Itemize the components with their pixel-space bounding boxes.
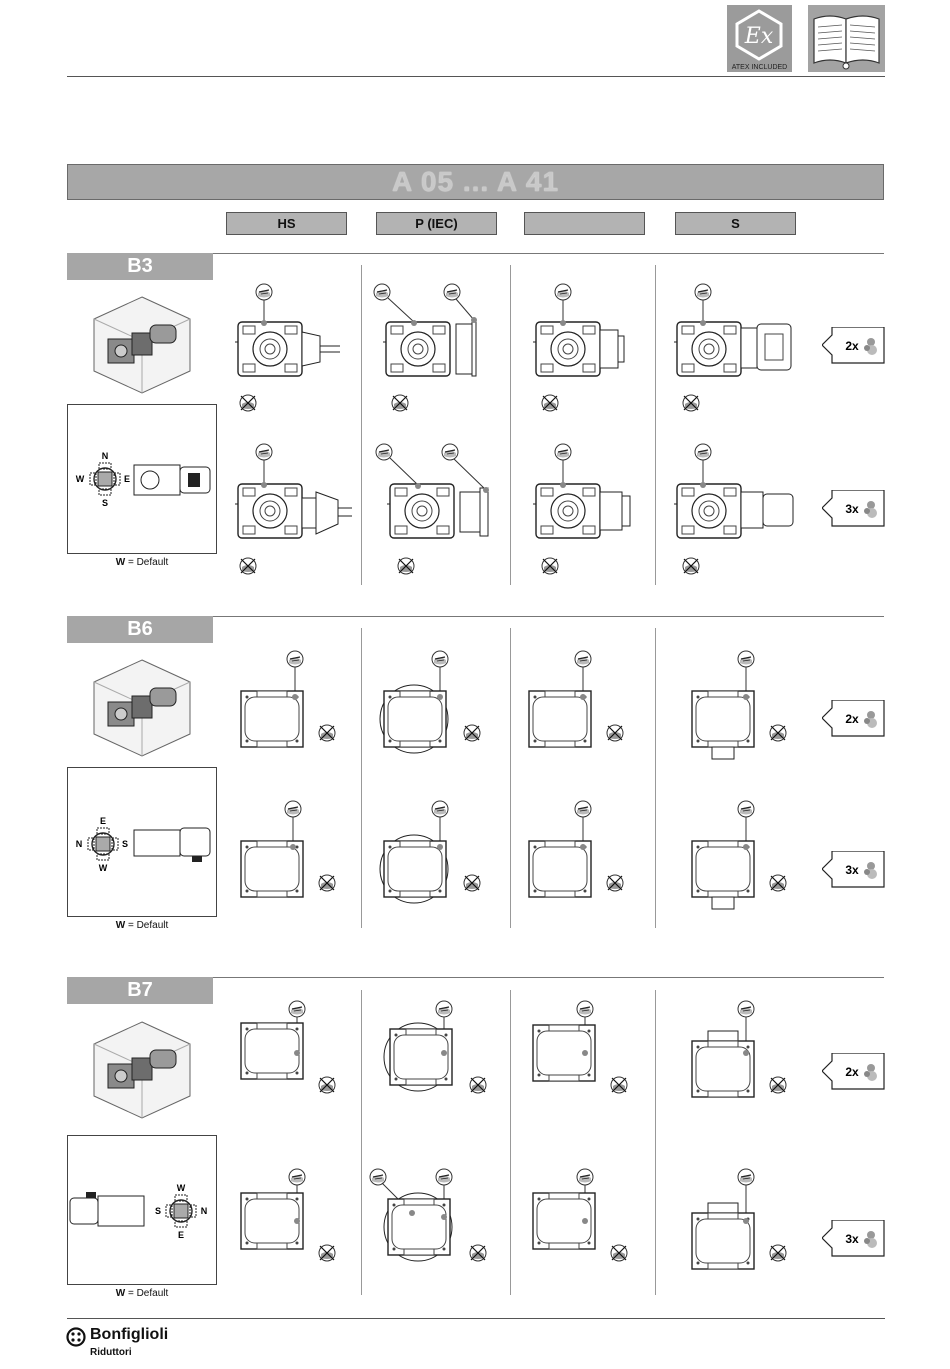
- b3-s-upper-drawing: [665, 280, 815, 415]
- b3-s-lower-drawing: [665, 440, 815, 580]
- b7-blank-lower-drawing: [523, 1163, 633, 1273]
- b6-position-cube: [92, 658, 192, 758]
- section-b6-label: B6: [67, 616, 213, 643]
- b3-default-note: W = Default: [115, 557, 169, 568]
- b3-compass-right: E: [123, 474, 131, 484]
- b6-compass-right: S: [121, 839, 129, 849]
- brand-name: Bonfiglioli: [90, 1326, 169, 1343]
- atex-badge: [727, 5, 792, 72]
- b6-quantity-tag-3x: [822, 851, 886, 891]
- b7-s-upper-drawing: [686, 995, 806, 1105]
- column-header-blank: [524, 212, 645, 235]
- b7-compass-diagram: [68, 1136, 216, 1284]
- b7-hs-upper-drawing: [235, 995, 345, 1105]
- b7-p-iec-upper-drawing: [378, 995, 488, 1105]
- b7-compass-top: W: [176, 1183, 186, 1193]
- b3-compass-diagram: [68, 405, 216, 553]
- b3-compass-left: W: [75, 474, 85, 484]
- b6-s-lower-drawing: [686, 795, 806, 915]
- b6-compass-bottom: W: [98, 863, 108, 873]
- b7-default-note: W = Default: [115, 1288, 169, 1299]
- b3-quantity-tag-2x: [822, 327, 886, 367]
- svg-text:Ex: Ex: [744, 24, 774, 49]
- column-header-s: S: [675, 212, 796, 235]
- model-range-banner: A 05 ... A 41: [67, 164, 884, 200]
- manual-badge: [808, 5, 885, 72]
- b7-blank-upper-drawing: [523, 995, 633, 1105]
- b6-blank-upper-drawing: [523, 645, 633, 755]
- b3-blank-upper-drawing: [520, 280, 650, 415]
- column-divider: [361, 265, 362, 585]
- b6-quantity-tag-2x: [822, 700, 886, 740]
- svg-text:3x: 3x: [845, 502, 859, 516]
- b6-hs-lower-drawing: [235, 795, 345, 905]
- b6-hs-upper-drawing: [235, 645, 345, 755]
- b6-s-upper-drawing: [686, 645, 806, 765]
- section-b3-rule: [213, 253, 884, 254]
- b6-default-note: W = Default: [115, 920, 169, 931]
- b6-compass-top: E: [99, 816, 107, 826]
- svg-text:3x: 3x: [845, 1232, 859, 1246]
- column-divider: [655, 265, 656, 585]
- section-b3-label: B3: [67, 253, 213, 280]
- column-divider: [655, 628, 656, 928]
- b6-p-iec-upper-drawing: [378, 645, 488, 755]
- b3-p-iec-upper-drawing: [370, 280, 505, 415]
- svg-text:2x: 2x: [845, 339, 859, 353]
- b6-orientation-box: [67, 767, 217, 917]
- b3-quantity-tag-3x: [822, 490, 886, 530]
- bonfiglioli-logo-icon: [66, 1327, 86, 1347]
- b7-position-cube: [92, 1020, 192, 1120]
- b3-orientation-box: [67, 404, 217, 554]
- b6-compass-diagram: [68, 768, 216, 916]
- b7-compass-left: S: [154, 1206, 162, 1216]
- b7-compass-bottom: E: [177, 1230, 185, 1240]
- open-book-icon: [808, 5, 885, 72]
- b7-s-lower-drawing: [686, 1163, 806, 1273]
- b3-blank-lower-drawing: [520, 440, 650, 580]
- ex-explosion-protection-icon: [727, 5, 792, 61]
- b3-hs-upper-drawing: [228, 280, 358, 415]
- svg-text:2x: 2x: [845, 712, 859, 726]
- b7-quantity-tag-3x: [822, 1220, 886, 1260]
- b6-compass-left: N: [75, 839, 83, 849]
- b3-compass-top: N: [101, 451, 109, 461]
- column-header-p-iec: P (IEC): [376, 212, 497, 235]
- column-divider: [510, 990, 511, 1295]
- b3-compass-bottom: S: [101, 498, 109, 508]
- section-b6-rule: [213, 616, 884, 617]
- b6-blank-lower-drawing: [523, 795, 633, 905]
- b7-compass-right: N: [200, 1206, 208, 1216]
- column-divider: [510, 628, 511, 928]
- b3-hs-lower-drawing: [228, 440, 358, 580]
- b3-p-iec-lower-drawing: [370, 440, 505, 580]
- b3-position-cube: [92, 295, 192, 395]
- column-divider: [655, 990, 656, 1295]
- column-divider: [361, 628, 362, 928]
- svg-text:3x: 3x: [845, 863, 859, 877]
- b7-quantity-tag-2x: [822, 1053, 886, 1093]
- column-divider: [510, 265, 511, 585]
- section-b7-rule: [213, 977, 884, 978]
- b7-hs-lower-drawing: [235, 1163, 345, 1273]
- footer-rule: [67, 1318, 885, 1319]
- brand-subtitle: Riduttori: [90, 1347, 132, 1358]
- header-rule: [67, 76, 885, 77]
- atex-label: ATEX INCLUDED: [731, 64, 788, 71]
- column-header-hs: HS: [226, 212, 347, 235]
- b6-p-iec-lower-drawing: [378, 795, 488, 905]
- section-b7-label: B7: [67, 977, 213, 1004]
- b7-orientation-box: [67, 1135, 217, 1285]
- b7-p-iec-lower-drawing: [360, 1163, 495, 1273]
- svg-text:2x: 2x: [845, 1065, 859, 1079]
